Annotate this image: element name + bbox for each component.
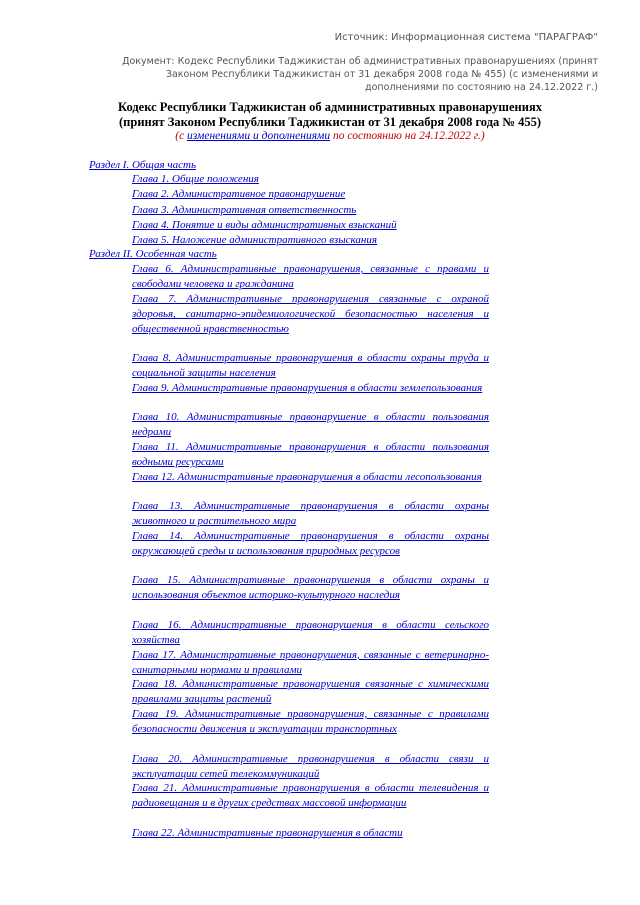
toc-chapter-5[interactable]: Глава 5. Наложение административного взыскания (132, 234, 377, 246)
toc-chapter-1[interactable]: Глава 1. Общие положения (132, 173, 259, 185)
toc-chapter-20[interactable]: Глава 20. Административные правонарушения в области связи и эксплуатации сетей телекоммуникаций (132, 753, 489, 781)
amendments-link[interactable]: изменениями и дополнениями (187, 130, 331, 142)
toc-chapter-19[interactable]: Глава 19. Административные правонарушения, связанные с правилами безопасности движения и эксплуатации транспортных (132, 708, 489, 736)
toc-chapter-13[interactable]: Глава 13. Административные правонарушения в области охраны животного и растительного мира (132, 500, 489, 528)
toc-chapter-12[interactable]: Глава 12. Административные правонарушения в области лесопользования (132, 471, 482, 483)
toc-chapter-18[interactable]: Глава 18. Административные правонарушения связанные с химическими правилами защиты растений (132, 678, 489, 706)
document-info-line: дополнениями по состоянию на 24.12.2022 г.) (365, 82, 598, 93)
document-title: Кодекс Республики Таджикистан об административных правонарушениях (118, 100, 542, 114)
toc-section-special[interactable]: Раздел II. Особенная часть (89, 248, 217, 260)
toc-chapter-22[interactable]: Глава 22. Административные правонарушения в области (132, 827, 403, 839)
toc-chapter-21[interactable]: Глава 21. Административные правонарушения в области телевидения и радиовещания и в других средствах массовой информации (132, 782, 489, 810)
document-info-line: Документ: Кодекс Республики Таджикистан об административных правонарушениях (принят (122, 56, 598, 67)
toc-chapter-6[interactable]: Глава 6. Административные правонарушения, связанные с правами и свободами человека и гражданина (132, 263, 489, 291)
document-title-line2: (принят Законом Республики Таджикистан от 31 декабря 2008 года № 455) (119, 115, 541, 129)
toc-chapter-4[interactable]: Глава 4. Понятие и виды административных взысканий (132, 219, 397, 231)
source-line: Источник: Информационная система "ПАРАГРАФ" (334, 32, 598, 43)
toc-chapter-14[interactable]: Глава 14. Административные правонарушения в области охраны окружающей среды и использования природных ресурсов (132, 530, 489, 558)
document-info (118, 55, 598, 94)
document-info-line: Законом Республики Таджикистан от 31 декабря 2008 года № 455) (с изменениями и (165, 69, 598, 80)
toc-chapter-2[interactable]: Глава 2. Административное правонарушение (132, 188, 346, 200)
toc-chapter-11[interactable]: Глава 11. Административные правонарушения в области пользования водными ресурсами (132, 441, 489, 469)
toc-chapter-10[interactable]: Глава 10. Административные правонарушение в области пользования недрами (132, 411, 489, 439)
toc-chapter-16[interactable]: Глава 16. Административные правонарушения в области сельского хозяйства (132, 619, 489, 647)
toc-section-general[interactable]: Раздел I. Общая часть (89, 159, 196, 171)
amendments-note (60, 129, 600, 143)
toc-chapter-8[interactable]: Глава 8. Административные правонарушения в области охраны труда и социальной защиты населения (132, 352, 489, 380)
amendments-suffix: по состоянию на 24.12.2022 г.) (330, 130, 485, 142)
toc-chapter-15[interactable]: Глава 15. Административные правонарушения в области охраны и использования объектов историко-культурного наследия (132, 574, 489, 602)
toc-chapter-7[interactable]: Глава 7. Административные правонарушения связанные с охраной здоровья, санитарно-эпидемиологической безопасностью населения и общественной нравственностью (132, 293, 489, 336)
toc-chapter-9[interactable]: Глава 9. Административные правонарушения в области землепользования (132, 382, 483, 394)
toc-chapter-3[interactable]: Глава 3. Административная ответственность (132, 204, 357, 216)
amendments-prefix: (с (175, 130, 188, 142)
toc-chapter-17[interactable]: Глава 17. Административные правонарушения, связанные с ветеринарно-санитарными нормами и правилами (132, 649, 489, 677)
